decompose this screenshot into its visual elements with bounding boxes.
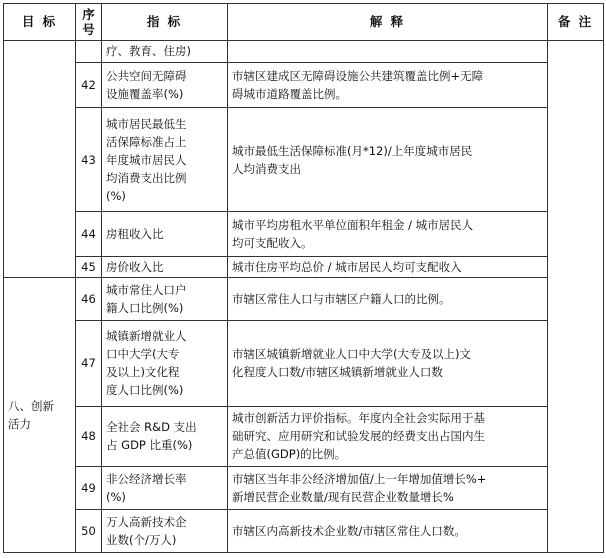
- seq-cell: 48: [76, 406, 102, 466]
- indicator-cell: 房价收入比: [102, 257, 228, 277]
- header-seq: 序 号: [76, 4, 102, 41]
- indicator-cell: 全社会 R&D 支出 占 GDP 比重(%): [102, 406, 228, 466]
- explanation-cell: 市辖区城镇新增就业人口中大学(大专及以上)文 化程度人口数/市辖区城镇新增就业人口数: [228, 320, 548, 406]
- explanation-cell: 市辖区常住人口与市辖区户籍人口的比例。: [228, 277, 548, 320]
- indicator-table: [3, 3, 604, 553]
- seq-cell: 49: [76, 466, 102, 509]
- indicator-cell: 房租收入比: [102, 212, 228, 257]
- seq-cell: 45: [76, 257, 102, 277]
- header-remark: 备 注: [548, 4, 604, 41]
- seq-cell: 47: [76, 320, 102, 406]
- explanation-cell: 城市最低生活保障标准(月*12)/上年度城市居民 人均消费支出: [228, 108, 548, 212]
- indicator-cell: 城镇新增就业人 口中大学(大专 及以上)文化程 度人口比例(%): [102, 320, 228, 406]
- header-indicator: 指 标: [102, 4, 228, 41]
- table-row: [4, 212, 604, 257]
- header-row: [4, 4, 604, 41]
- explanation-cell: 城市住房平均总价 / 城市居民人均可支配收入: [228, 257, 548, 277]
- table-row: [4, 406, 604, 466]
- indicator-cell: 万人高新技术企 业数(个/万人): [102, 509, 228, 552]
- seq-cell: 43: [76, 108, 102, 212]
- explanation-cell: 市辖区建成区无障碍设施公共建筑覆盖比例+无障 碍城市道路覆盖比例。: [228, 63, 548, 108]
- seq-cell: 46: [76, 277, 102, 320]
- explanation-cell: 市辖区当年非公经济增加值/上一年增加值增长%+ 新增民营企业数量/现有民营企业数量增长%: [228, 466, 548, 509]
- goal-cell: 八、创新 活力: [4, 277, 76, 552]
- header-goal: 目 标: [4, 4, 76, 41]
- table-body: [4, 4, 604, 553]
- goal-cell-blank: [4, 40, 76, 277]
- indicator-cell: 公共空间无障碍 设施覆盖率(%): [102, 63, 228, 108]
- continuation-text: 疗、教育、住房): [102, 40, 228, 63]
- remark-cell: [548, 40, 604, 552]
- explanation-cell: 城市创新活力评价指标。年度内全社会实际用于基 础研究、应用研究和试验发展的经费支出占国内生 产总值(GDP)的比例。: [228, 406, 548, 466]
- header-explanation: 解 释: [228, 4, 548, 41]
- table-row: [4, 466, 604, 509]
- table-row: [4, 277, 604, 320]
- explanation-cell: 市辖区内高新技术企业数/市辖区常住人口数。: [228, 509, 548, 552]
- indicator-cell: 城市居民最低生 活保障标准占上 年度城市居民人 均消费支出比例 (%): [102, 108, 228, 212]
- continuation-row: [4, 40, 604, 63]
- indicator-cell: 城市常住人口户 籍人口比例(%): [102, 277, 228, 320]
- continuation-desc-cell: [228, 40, 548, 63]
- table-row: [4, 63, 604, 108]
- seq-cell: 42: [76, 63, 102, 108]
- seq-cell: 50: [76, 509, 102, 552]
- table-row: [4, 257, 604, 277]
- continuation-seq-cell: [76, 40, 102, 63]
- indicator-cell: 非公经济增长率 (%): [102, 466, 228, 509]
- explanation-cell: 城市平均房租水平单位面积年租金 / 城市居民人 均可支配收入。: [228, 212, 548, 257]
- table-row: [4, 509, 604, 552]
- table-row: [4, 108, 604, 212]
- seq-cell: 44: [76, 212, 102, 257]
- table-row: [4, 320, 604, 406]
